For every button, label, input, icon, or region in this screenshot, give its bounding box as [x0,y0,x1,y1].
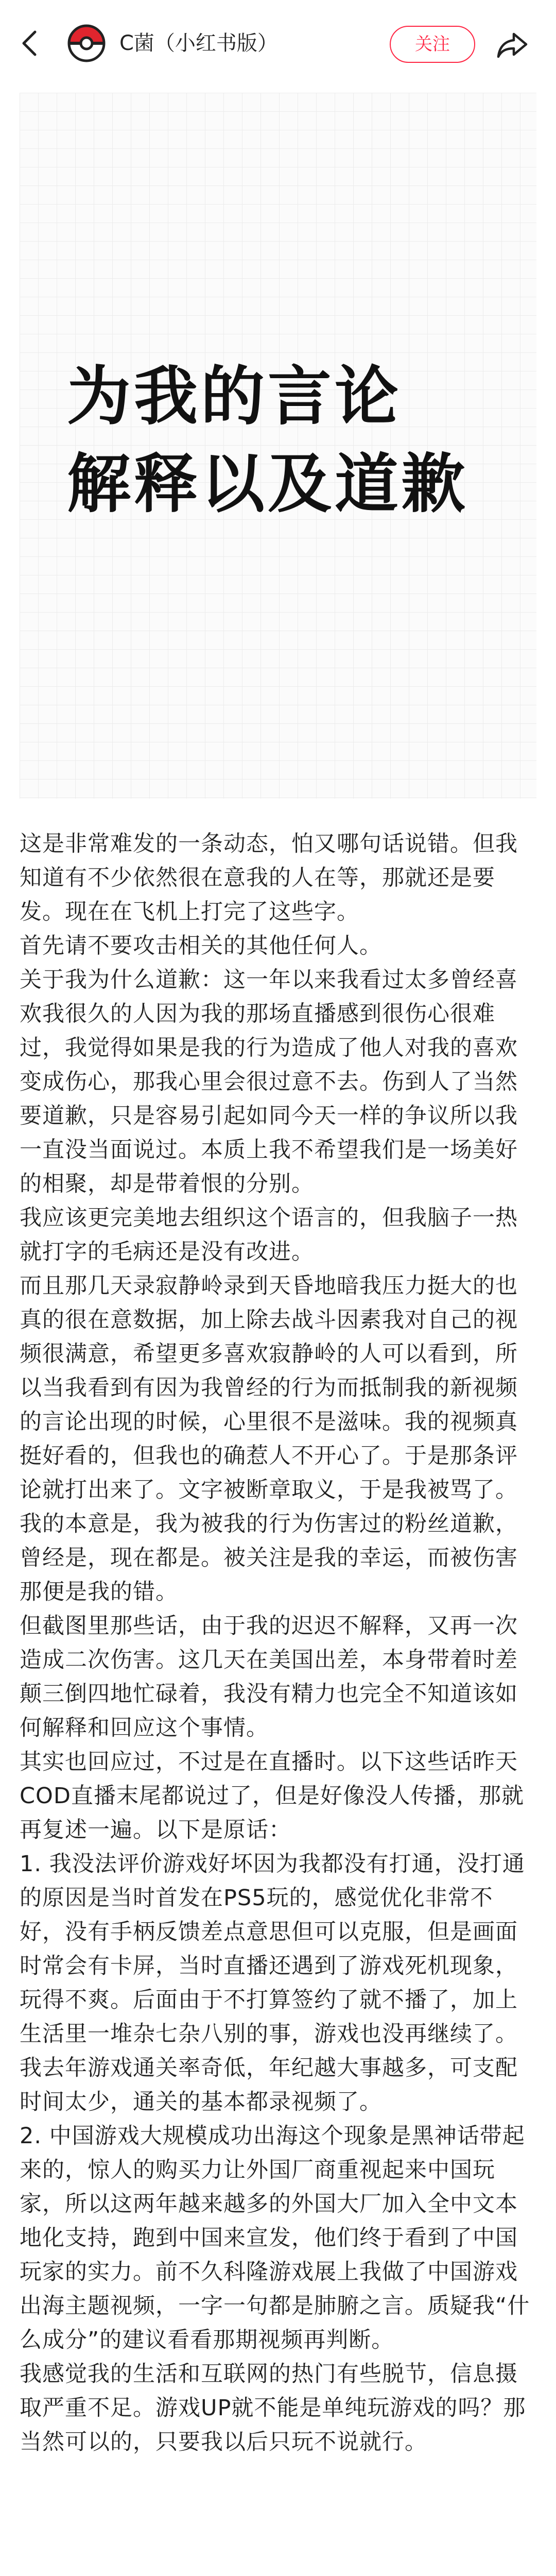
paragraph: 其实也回应过，不过是在直播时。以下这些话昨天COD直播末尾都说过了，但是好像没人传播，那就再复述一遍。以下是原话： [20,1749,524,1843]
follow-button[interactable]: 关注 [390,26,475,63]
back-arrow-icon[interactable] [14,23,45,64]
share-icon[interactable] [494,27,530,63]
paragraph: 2. 中国游戏大规模成功出海这个现象是黑神话带起来的，惊人的购买力让外国厂商重视起来中国玩家，所以这两年越来越多的外国大厂加入全中文本地化支持，跑到中国来宣发，他们终于看到了中国玩家的实力。前不久科隆游戏展上我做了中国游戏出海主题视频，一字一句都是肺腑之言。质疑我“什么成分”的建议看看那期视频再判断。 [20,2123,530,2353]
cover-title-line1: 为我的言论 [67,360,402,434]
cover-title [67,353,468,528]
cover-title-line2: 解释以及道歉 [67,447,469,521]
paragraph: 这是非常难发的一条动态，怕又哪句话说错。但我知道有不少依然很在意我的人在等，那就还是要发。现在在飞机上打完了这些字。 [20,831,518,925]
post-content [20,827,536,2459]
pokeball-avatar-icon [66,23,107,64]
cover-image [20,93,536,799]
paragraph: 我的本意是，我为被我的行为伤害过的粉丝道歉，曾经是，现在都是。被关注是我的幸运，而被伤害那便是我的错。 [20,1511,518,1605]
paragraph: 我感觉我的生活和互联网的热门有些脱节，信息摄取严重不足。游戏UP就不能是单纯玩游戏的吗？那当然可以的，只要我以后只玩不说就行。 [20,2361,526,2455]
paragraph: 而且那几天录寂静岭录到天昏地暗我压力挺大的也真的很在意数据，加上除去战斗因素我对自己的视频很满意，希望更多喜欢寂静岭的人可以看到，所以当我看到有因为我曾经的行为而抵制我的新视频的言论出现的时候，心里很不是滋味。我的视频真挺好看的，但我也的确惹人不开心了。于是那条评论就打出来了。文字被断章取义，于是我被骂了。 [20,1273,518,1503]
top-bar [0,0,556,87]
paragraph: 首先请不要攻击相关的其他任何人。 [20,933,382,959]
author-name[interactable]: C菌（小红书版） [119,31,278,55]
paragraph: 但截图里那些话，由于我的迟迟不解释，又再一次造成二次伤害。这几天在美国出差，本身带着时差颠三倒四地忙碌着，我没有精力也完全不知道该如何解释和回应这个事情。 [20,1613,518,1741]
paragraph: 我应该更完美地去组织这个语言的，但我脑子一热就打字的毛病还是没有改进。 [20,1205,518,1265]
avatar[interactable] [66,23,107,64]
paragraph: 1. 我没法评价游戏好坏因为我都没有打通，没打通的原因是当时首发在PS5玩的，感觉优化非常不好，没有手柄反馈差点意思但可以克服，但是画面时常会有卡屏，当时直播还遇到了游戏死机现象，玩得不爽。后面由于不打算签约了就不播了，加上生活里一堆杂七杂八别的事，游戏也没再继续了。我去年游戏通关率奇低，年纪越大事越多，可支配时间太少，通关的基本都录视频了。 [20,1851,525,2115]
paragraph: 关于我为什么道歉：这一年以来我看过太多曾经喜欢我很久的人因为我的那场直播感到很伤心很难过，我觉得如果是我的行为造成了他人对我的喜欢变成伤心，那我心里会很过意不去。伤到人了当然要道歉，只是容易引起如同今天一样的争议所以我一直没当面说过。本质上我不希望我们是一场美好的相聚，却是带着恨的分别。 [20,967,518,1197]
